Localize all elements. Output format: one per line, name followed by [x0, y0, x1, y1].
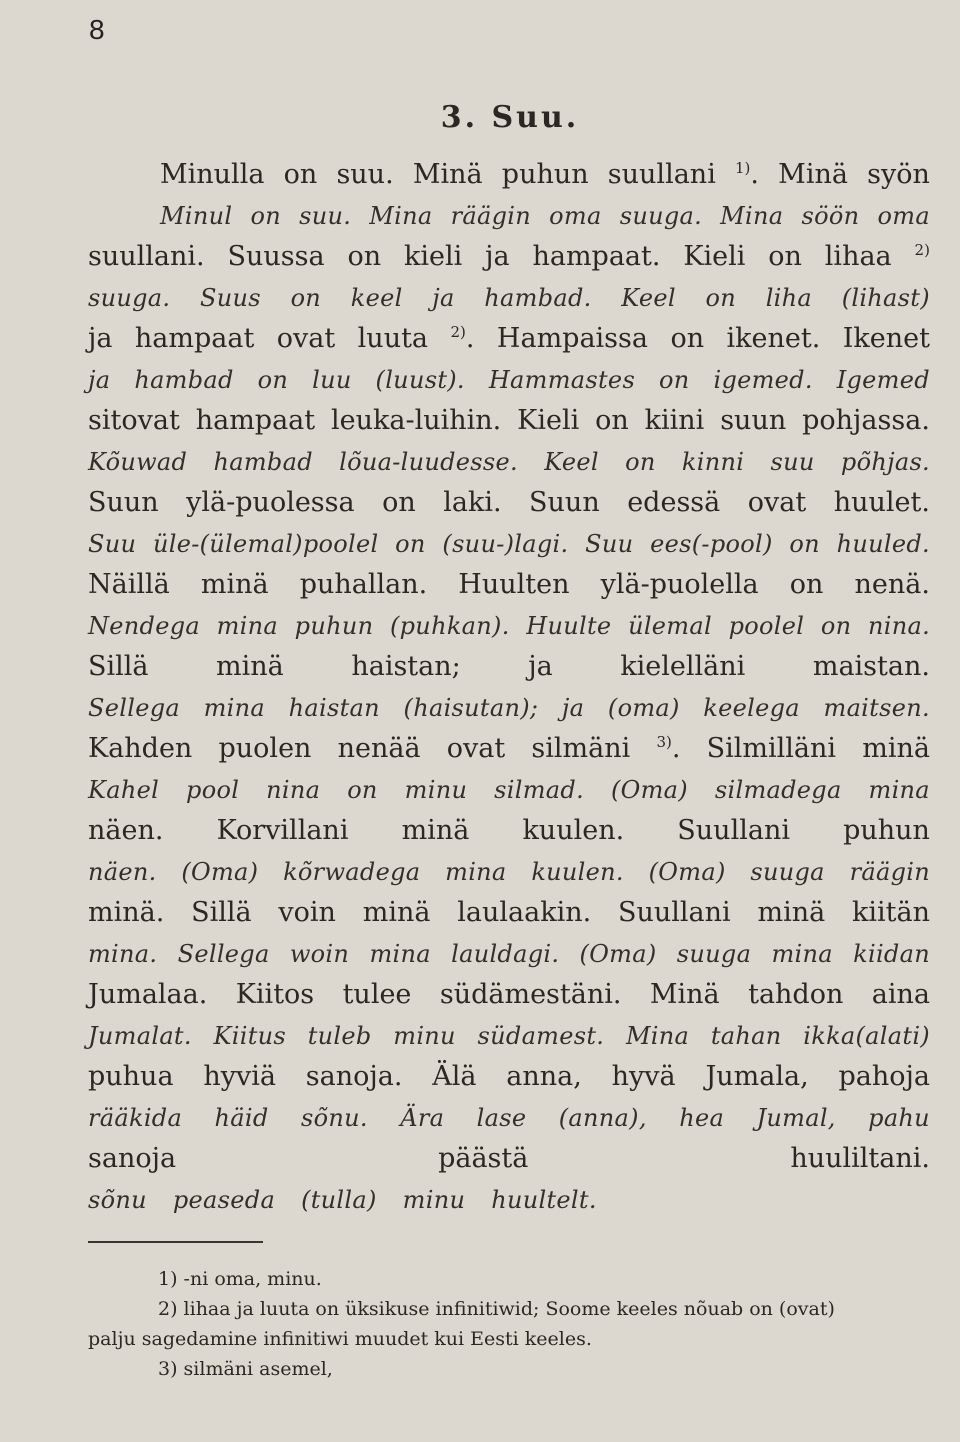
word: Suu [585, 530, 634, 558]
word: ovat [446, 733, 506, 764]
word: leuka-luihin. [331, 405, 502, 436]
word: põhjas. [840, 448, 930, 476]
word: (luust). [375, 366, 465, 394]
word: hambad [134, 366, 234, 394]
word: ylä-puolessa [186, 487, 355, 518]
word: nenää [337, 733, 421, 764]
word: kuulen. [522, 815, 625, 846]
word: Kahel [88, 776, 160, 804]
word: Kieli [683, 241, 746, 272]
word: Ikenet [842, 323, 930, 354]
word: Mina [720, 202, 784, 230]
word: ikka(alati) [803, 1022, 930, 1050]
word: Minul [160, 202, 233, 230]
finnish-line [88, 892, 930, 934]
word: (lihast) [841, 284, 930, 312]
word: syön [867, 159, 930, 190]
word: tahan [710, 1022, 782, 1050]
word: haistan [288, 694, 380, 722]
word: puhua [88, 1061, 174, 1092]
word: sanoja. [305, 1061, 403, 1092]
word: hea [679, 1104, 725, 1132]
word: Keel [544, 448, 599, 476]
finnish-line [88, 974, 930, 1016]
word: 2) [914, 241, 930, 259]
finnish-line [88, 646, 930, 688]
word: poolel [728, 612, 805, 640]
word: ovat [276, 323, 336, 354]
word: mina [203, 694, 266, 722]
word: rääkida [88, 1104, 183, 1132]
word: kinni [681, 448, 745, 476]
word: Sillä [88, 651, 149, 682]
word: (Oma) [648, 858, 726, 886]
word: kiitän [852, 897, 930, 928]
word: suu. [299, 202, 352, 230]
word: (anna), [558, 1104, 647, 1132]
word: (suu-)lagi. [442, 530, 569, 558]
word: Suullani [677, 815, 790, 846]
finnish-line [88, 400, 930, 442]
word: on [395, 530, 426, 558]
finnish-line [88, 482, 930, 524]
word: on [625, 448, 656, 476]
word: minä [757, 897, 826, 928]
word: Huulte [526, 612, 612, 640]
word: suuga. [619, 202, 703, 230]
word: ja [88, 366, 111, 394]
footnote: 1) -ni oma, minu. [158, 1268, 322, 1290]
word: räägin [849, 858, 930, 886]
word: suu. [336, 159, 394, 190]
word: oma [549, 202, 602, 230]
word: luu [312, 366, 352, 394]
word: Silmilläni [706, 733, 837, 764]
word: sõnu. [300, 1104, 368, 1132]
estonian-line [88, 852, 930, 892]
word: Suus [200, 284, 261, 312]
word: puhun [501, 159, 589, 190]
word: südamest. [477, 1022, 605, 1050]
word: pahoja [838, 1061, 930, 1092]
word: Suun [88, 487, 159, 518]
word: hyvä [611, 1061, 676, 1092]
word: kielelläni [620, 651, 746, 682]
word: maitsen. [823, 694, 930, 722]
word: nina [266, 776, 321, 804]
word: sõnu [88, 1186, 147, 1214]
word: (Oma) [579, 940, 657, 968]
word: Näillä [88, 569, 170, 600]
word: silmadega [714, 776, 842, 804]
word: puolen [218, 733, 312, 764]
word: häid [214, 1104, 269, 1132]
word: suullani [607, 159, 716, 190]
word: on [290, 284, 322, 312]
word: (oma) [607, 694, 680, 722]
word: mina [868, 776, 930, 804]
word: haistan; [351, 651, 461, 682]
word: Kiitos [235, 979, 315, 1010]
estonian-line [88, 278, 930, 318]
word: anna, [506, 1061, 582, 1092]
word: suullani. [88, 241, 205, 272]
word: sanoja [88, 1143, 177, 1174]
word: on [382, 487, 416, 518]
word: mina [216, 612, 279, 640]
word: kiini [644, 405, 705, 436]
estonian-line [88, 934, 930, 974]
word: pohjassa. [802, 405, 930, 436]
word: minä. [88, 897, 165, 928]
word: Hampaissa [496, 323, 648, 354]
word: Suullani [618, 897, 731, 928]
word: puhallan. [299, 569, 428, 600]
word: lauldagi. [451, 940, 560, 968]
word: hampaat. [532, 241, 661, 272]
word: lõua-luudesse. [339, 448, 518, 476]
footnote: palju sagedamine infinitiwi muudet kui Eesti keeles. [88, 1328, 592, 1350]
word: keel [350, 284, 403, 312]
word: suuga. [88, 284, 171, 312]
word: Ära [400, 1104, 445, 1132]
word: pool [186, 776, 240, 804]
word: on [257, 366, 289, 394]
chapter-title: 3. Suu. [440, 100, 580, 135]
finnish-line [88, 564, 930, 606]
word: Minä [778, 159, 848, 190]
word: mina [771, 940, 833, 968]
word: minä [362, 897, 431, 928]
word: Kieli [517, 405, 580, 436]
word: $^{1)}$. [735, 159, 759, 190]
finnish-line [88, 318, 930, 360]
word: minä [862, 733, 930, 764]
word: suuga [750, 858, 825, 886]
word: (puhkan). [389, 612, 510, 640]
word: mina [445, 858, 507, 886]
word: puhun [843, 815, 930, 846]
word: on [789, 530, 820, 558]
word: on [768, 241, 802, 272]
word: näen. [88, 815, 164, 846]
word: Jumala, [705, 1061, 809, 1092]
word: ülemal [628, 612, 712, 640]
word: Kiitus [213, 1022, 287, 1050]
word: ja [528, 651, 553, 682]
word: Kahden [88, 733, 193, 764]
word: Mina [625, 1022, 690, 1050]
estonian-line [88, 688, 930, 728]
word: söön [801, 202, 860, 230]
word: kõrwadega [283, 858, 421, 886]
word: mina. [88, 940, 158, 968]
word: on [705, 284, 737, 312]
word: tahdon [748, 979, 844, 1010]
word: tulee [342, 979, 412, 1010]
word: Minä [412, 159, 483, 190]
word: Mina [369, 202, 433, 230]
word: Sellega [88, 694, 180, 722]
word: üle-(ülemal)poolel [152, 530, 379, 558]
word: pahu [868, 1104, 930, 1132]
word: laki. [443, 487, 502, 518]
word: suun [720, 405, 787, 436]
word: huuled. [836, 530, 930, 558]
word: ikenet. [726, 323, 821, 354]
estonian-line [88, 770, 930, 810]
word: (Oma) [181, 858, 259, 886]
word: woin [289, 940, 350, 968]
word: huultelt. [491, 1186, 597, 1214]
page-number: 8 [89, 14, 105, 45]
finnish-line [88, 154, 930, 196]
word: on [659, 366, 690, 394]
word: on [283, 159, 318, 190]
word: hampaat [195, 405, 316, 436]
estonian-line [88, 196, 930, 236]
footnote: 3) silmäni asemel, [158, 1358, 333, 1380]
word: voin [278, 897, 336, 928]
word: päästä [438, 1143, 529, 1174]
word: nina. [867, 612, 930, 640]
word: on [250, 202, 281, 230]
word: tuleb [307, 1022, 372, 1050]
word: on [595, 405, 629, 436]
word: Korvillani [216, 815, 349, 846]
word: Suu [88, 530, 137, 558]
word: Hammastes [488, 366, 636, 394]
word: ja [88, 323, 113, 354]
footnote-divider [88, 1241, 263, 1243]
word: Sellega [177, 940, 270, 968]
finnish-line [88, 236, 930, 278]
footnote: 2) lihaa ja luuta on üksikuse infinitiwid; Soome keeles nõuab on (ovat) [158, 1298, 835, 1320]
word: Minulla [160, 159, 265, 190]
word: Jumal, [756, 1104, 836, 1132]
estonian-line [88, 1180, 930, 1220]
word: silmad. [494, 776, 584, 804]
word: hambad [213, 448, 313, 476]
word: südämestäni. [439, 979, 622, 1010]
word: lihaa [824, 241, 892, 272]
word: huulet. [833, 487, 930, 518]
word: luuta [357, 323, 429, 354]
word: kiidan [853, 940, 930, 968]
word: hampaat [134, 323, 255, 354]
estonian-line [88, 1016, 930, 1056]
word: Jumalat. [88, 1022, 192, 1050]
word: Huulten [458, 569, 570, 600]
word: on [347, 776, 378, 804]
word: Keel [621, 284, 676, 312]
word: on [820, 612, 852, 640]
finnish-line [88, 1138, 930, 1180]
footnotes [88, 1264, 930, 1384]
word: laulaakin. [457, 897, 592, 928]
main-text [88, 154, 930, 1220]
word: minä [200, 569, 269, 600]
word: räägin [450, 202, 532, 230]
word: ja [432, 284, 455, 312]
word: suuga [676, 940, 752, 968]
word: minu [402, 1186, 466, 1214]
estonian-line [88, 360, 930, 400]
word: $^{2)}$. [450, 323, 475, 354]
word: ja [485, 241, 510, 272]
word: suu [770, 448, 815, 476]
word: Kõuwad [88, 448, 188, 476]
word: sitovat [88, 405, 180, 436]
word: minu [393, 1022, 456, 1050]
word: puhun [294, 612, 374, 640]
word: näen. [88, 858, 157, 886]
word: ja [561, 694, 585, 722]
word: huuliltani. [790, 1143, 930, 1174]
word: kieli [403, 241, 463, 272]
word: peaseda [172, 1186, 276, 1214]
estonian-line [88, 524, 930, 564]
finnish-line [88, 728, 930, 770]
word: lase [476, 1104, 527, 1132]
word: Suun [529, 487, 600, 518]
word: hambad. [484, 284, 592, 312]
word: Sillä [191, 897, 252, 928]
word: Jumalaa. [88, 979, 208, 1010]
word: kuulen. [531, 858, 624, 886]
word: (tulla) [301, 1186, 377, 1214]
word: Suussa [227, 241, 325, 272]
word: minä [401, 815, 470, 846]
word: keelega [703, 694, 800, 722]
word: igemed. [713, 366, 813, 394]
word: Igemed [836, 366, 930, 394]
word: oma [877, 202, 930, 230]
word: hyviä [203, 1061, 276, 1092]
word: edessä [627, 487, 721, 518]
word: on [789, 569, 824, 600]
word: ees(-pool) [650, 530, 773, 558]
word: Nendega [88, 612, 200, 640]
word: (Oma) [610, 776, 688, 804]
word: minu [404, 776, 468, 804]
word: Älä [432, 1061, 477, 1092]
word: aina [871, 979, 930, 1010]
finnish-line [88, 810, 930, 852]
word: minä [216, 651, 284, 682]
word: maistan. [812, 651, 930, 682]
word: ovat [747, 487, 807, 518]
estonian-line [88, 1098, 930, 1138]
word: (haisutan); [403, 694, 539, 722]
finnish-line [88, 1056, 930, 1098]
word: mina [369, 940, 431, 968]
word: silmäni [531, 733, 631, 764]
word: nenä. [854, 569, 930, 600]
estonian-line [88, 606, 930, 646]
word: ylä-puolella [600, 569, 759, 600]
word: liha [765, 284, 813, 312]
word: Minä [649, 979, 720, 1010]
word: $^{3)}$. [656, 733, 681, 764]
word: on [347, 241, 382, 272]
word: on [670, 323, 705, 354]
estonian-line [88, 442, 930, 482]
